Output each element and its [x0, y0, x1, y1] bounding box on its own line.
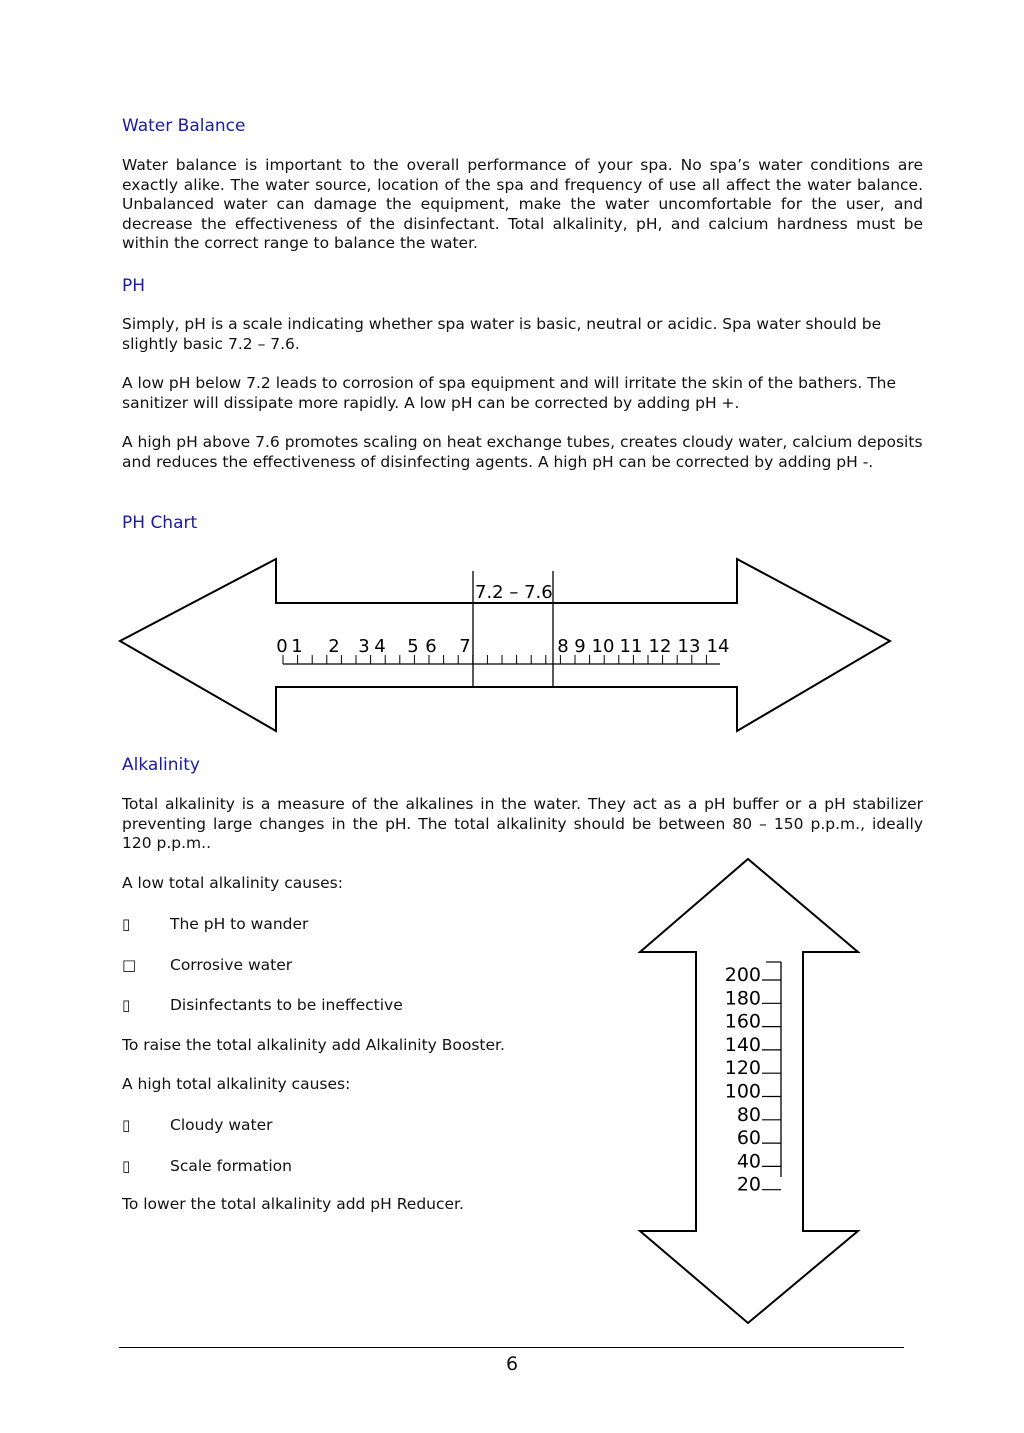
lower-alkalinity-text: To lower the total alkalinity add pH Reducer.: [122, 1195, 464, 1213]
bullet-box-icon: □: [122, 956, 137, 974]
page-number: 6: [505, 1353, 519, 1375]
ph-scale-label: 2: [328, 636, 340, 657]
ph-heading: PH: [122, 276, 146, 296]
ph-scale-label: 14: [706, 636, 730, 657]
bullet-box-icon: ▯: [122, 996, 131, 1014]
ph-paragraph-1: Simply, pH is a scale indicating whether spa water is basic, neutral or acidic. Spa water should be slightly basic 7.2 – 7.6.: [122, 315, 882, 353]
alkalinity-scale-label: 180: [724, 987, 761, 1010]
low-cause-text: Disinfectants to be ineffective: [170, 996, 403, 1014]
ph-scale-label: 5: [407, 636, 419, 657]
alkalinity-scale-label: 20: [736, 1173, 761, 1196]
low-alkalinity-intro: A low total alkalinity causes:: [122, 874, 343, 892]
ph-scale-label: 7: [459, 636, 471, 657]
raise-alkalinity-text: To raise the total alkalinity add Alkalinity Booster.: [122, 1036, 505, 1054]
ph-paragraph-3: A high pH above 7.6 promotes scaling on heat exchange tubes, creates cloudy water, calcium deposits and reduces the effectiveness of disinfecting agents. A high pH can be corrected by adding pH -.: [122, 433, 923, 471]
ph-range-label: 7.2 – 7.6: [475, 582, 553, 603]
alkalinity-scale-label: 40: [736, 1150, 761, 1173]
bullet-box-icon: ▯: [122, 1157, 131, 1175]
ph-scale-label: 11: [619, 636, 643, 657]
ph-scale-label: 8: [557, 636, 569, 657]
ph-scale-label: 6: [425, 636, 437, 657]
low-cause-text: The pH to wander: [170, 915, 309, 933]
ph-scale-label: 3: [358, 636, 370, 657]
ph-scale-label: 9: [574, 636, 586, 657]
alkalinity-paragraph: Total alkalinity is a measure of the alkalines in the water. They act as a pH buffer or a pH stabilizer preventing large changes in the pH. The total alkalinity should be between 80 – 150 p.p.m., ideally 120 p.p.m..: [122, 795, 923, 852]
water-balance-heading: Water Balance: [122, 116, 246, 136]
ph-scale-label: 1: [291, 636, 303, 657]
ph-scale-label: 13: [677, 636, 701, 657]
ph-chart-heading: PH Chart: [122, 513, 198, 533]
alkalinity-scale-label: 160: [724, 1010, 761, 1033]
high-alkalinity-intro: A high total alkalinity causes:: [122, 1075, 351, 1093]
alkalinity-heading: Alkalinity: [122, 755, 200, 775]
footer-rule: [119, 1347, 904, 1348]
ph-paragraph-2: A low pH below 7.2 leads to corrosion of spa equipment and will irritate the skin of the bathers. The sanitizer will dissipate more rapidly. A low pH can be corrected by adding pH +.: [122, 374, 897, 412]
high-cause-text: Scale formation: [170, 1157, 292, 1175]
alkalinity-scale-label: 60: [736, 1127, 761, 1150]
bullet-box-icon: ▯: [122, 1116, 131, 1134]
alkalinity-scale-label: 120: [724, 1057, 761, 1080]
alkalinity-scale-label: 200: [724, 964, 761, 986]
alkalinity-scale-label: 100: [724, 1080, 761, 1103]
ph-scale-label: 10: [591, 636, 615, 657]
ph-scale-label: 0: [276, 636, 288, 657]
ph-scale-label: 4: [374, 636, 386, 657]
ph-scale-label: 12: [648, 636, 672, 657]
low-cause-text: Corrosive water: [170, 956, 293, 974]
high-cause-text: Cloudy water: [170, 1116, 273, 1134]
alkalinity-scale-label: 140: [724, 1033, 761, 1056]
bullet-box-icon: ▯: [122, 915, 131, 933]
alkalinity-scale-label: 80: [736, 1103, 761, 1126]
water-balance-paragraph: Water balance is important to the overall performance of your spa. No spa’s water conditions are exactly alike. The water source, location of the spa and frequency of use all affect the water balance. Unbalanced water can damage the equipment, make the water uncomfortable for the user, and decrease the effectiveness of the disinfectant. Total alkalinity, pH, and calcium hardness must be within the correct range to balance the water.: [122, 156, 923, 252]
